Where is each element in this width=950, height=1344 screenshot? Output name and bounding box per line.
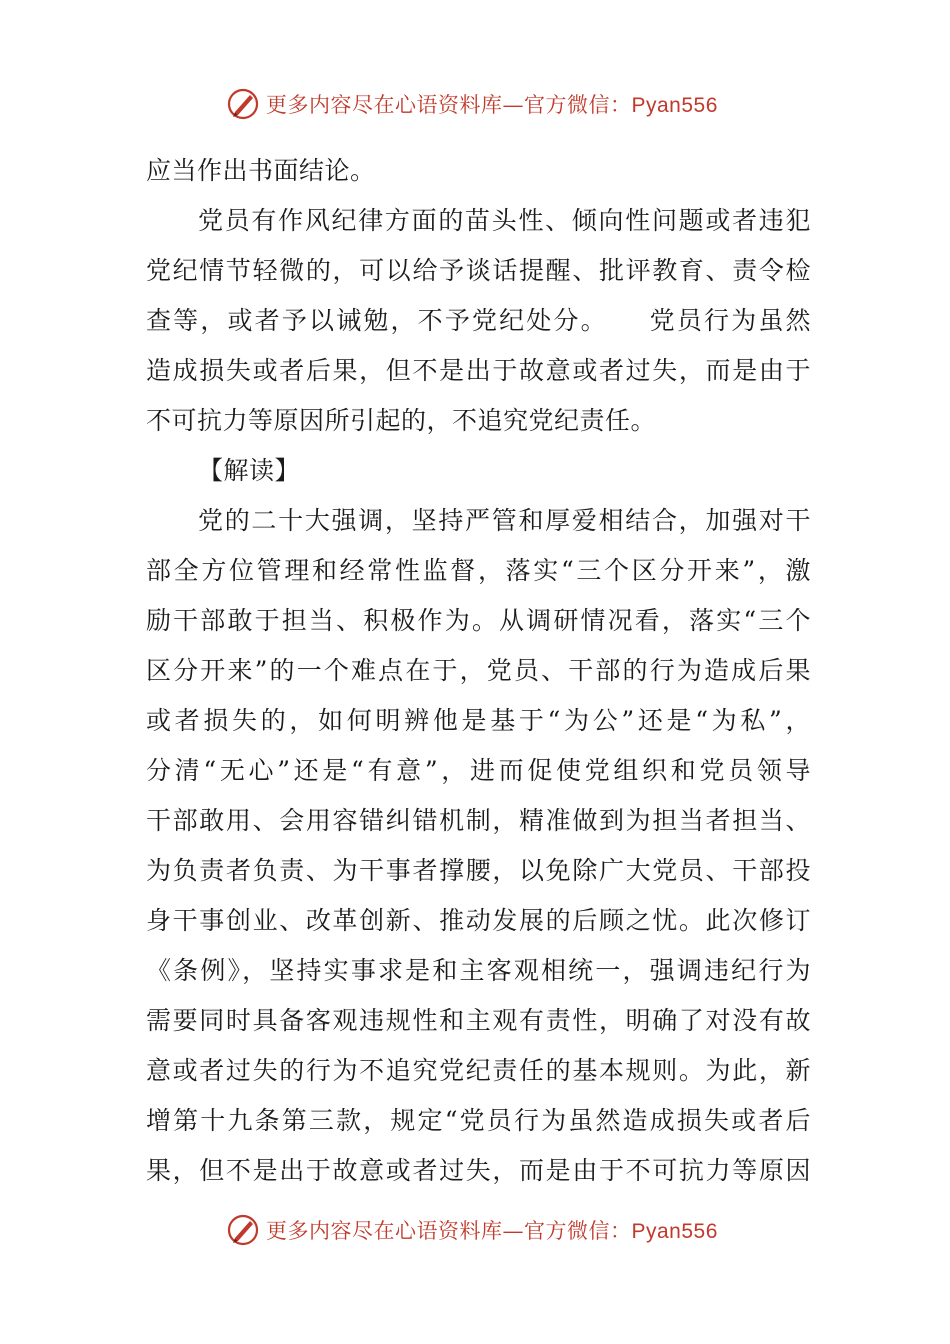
text-line: 分清“无心”还是“有意”，进而促使党组织和党员领导 [146, 756, 811, 785]
footer-watermark-banner [226, 1210, 718, 1250]
text-line: 党纪情节轻微的，可以给予谈话提醒、批评教育、责令检 [146, 256, 811, 285]
section-heading: 【解读】 [198, 456, 301, 485]
wechat-handle: Pyan556 [631, 94, 718, 117]
text-line: 应当作出书面结论。 [146, 156, 376, 185]
text-line: 需要同时具备客观违规性和主观有责性，明确了对没有故 [146, 1006, 811, 1035]
text-line: 或者损失的，如何明辨他是基于“为公”还是“为私”， [146, 706, 811, 735]
text-line: 意或者过失的行为不追究党纪责任的基本规则。为此，新 [146, 1056, 811, 1085]
watermark-label: 更多内容尽在心语资料库—官方微信： [266, 93, 632, 117]
text-line: 果，但不是出于故意或者过失，而是由于不可抗力等原因 [146, 1156, 811, 1185]
text-line: 部全方位管理和经常性监督，落实“三个区分开来”，激 [146, 556, 811, 585]
watermark-label: 更多内容尽在心语资料库—官方微信： [266, 1219, 632, 1243]
text-line: 为负责者负责、为干事者撑腰，以免除广大党员、干部投 [146, 856, 811, 885]
text-line: 身干事创业、改革创新、推动发展的后顾之忧。此次修订 [146, 906, 811, 935]
text-line: 造成损失或者后果，但不是出于故意或者过失，而是由于 [146, 356, 811, 385]
text-line: 励干部敢于担当、积极作为。从调研情况看，落实“三个 [146, 606, 811, 635]
document-body [146, 146, 811, 1196]
wechat-handle: Pyan556 [631, 1220, 718, 1243]
text-line: 区分开来”的一个难点在于，党员、干部的行为造成后果 [146, 656, 811, 685]
text-line: 查等，或者予以诫勉，不予党纪处分。 党员行为虽然 [146, 306, 811, 335]
header-watermark-banner [226, 84, 718, 124]
watermark-text [266, 1215, 718, 1245]
text-line: 《条例》，坚持实事求是和主客观相统一，强调违纪行为 [146, 956, 811, 985]
pen-logo-icon [226, 87, 260, 121]
text-line: 不可抗力等原因所引起的，不追究党纪责任。 [146, 406, 657, 435]
text-line: 党员有作风纪律方面的苗头性、倾向性问题或者违犯 [198, 206, 811, 235]
text-line: 干部敢用、会用容错纠错机制，精准做到为担当者担当、 [146, 806, 811, 835]
watermark-text [266, 89, 718, 119]
text-line: 党的二十大强调，坚持严管和厚爱相结合，加强对干 [198, 506, 811, 535]
text-line: 增第十九条第三款，规定“党员行为虽然造成损失或者后 [146, 1106, 811, 1135]
pen-logo-icon [226, 1213, 260, 1247]
